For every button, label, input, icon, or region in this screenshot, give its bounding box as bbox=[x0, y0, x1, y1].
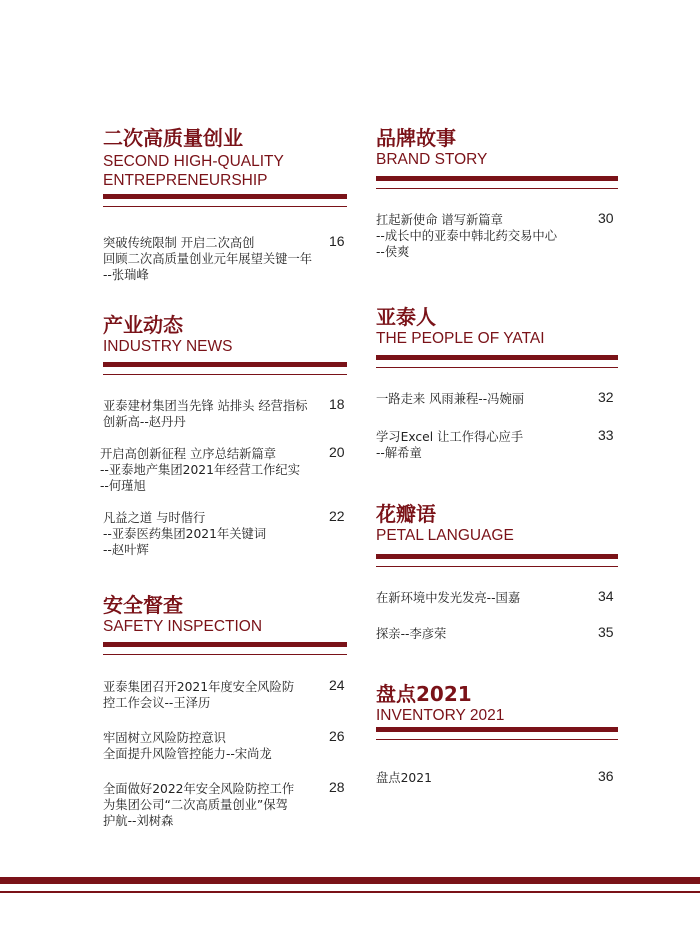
section-divider bbox=[103, 642, 347, 647]
footer-divider bbox=[0, 877, 700, 884]
section-entrepreneurship bbox=[103, 126, 347, 286]
section-divider-thin bbox=[376, 188, 618, 189]
section-subtitle: THE PEOPLE OF YATAI bbox=[376, 330, 545, 347]
entry-line: 创新高--赵丹丹 bbox=[103, 415, 186, 429]
toc-entry[interactable] bbox=[376, 212, 618, 260]
entry-line: 突破传统限制 开启二次高创 bbox=[103, 236, 255, 250]
section-divider-thin bbox=[376, 367, 618, 368]
page-number: 36 bbox=[598, 768, 614, 784]
section-brand bbox=[376, 126, 618, 276]
section-title: 亚泰人 bbox=[376, 305, 436, 329]
entry-line: --赵叶辉 bbox=[103, 543, 149, 557]
section-title: 品牌故事 bbox=[376, 126, 456, 150]
toc-entry[interactable] bbox=[376, 626, 618, 642]
entry-line: --侯爽 bbox=[376, 245, 410, 259]
section-divider bbox=[376, 727, 618, 732]
toc-entry[interactable] bbox=[103, 398, 347, 430]
page-number: 34 bbox=[598, 588, 614, 604]
page-number: 16 bbox=[329, 233, 345, 249]
page-number: 30 bbox=[598, 210, 614, 226]
section-divider bbox=[376, 355, 618, 360]
section-subtitle: SECOND HIGH-QUALITY bbox=[103, 153, 284, 170]
page-number: 20 bbox=[329, 444, 345, 460]
section-people bbox=[376, 305, 618, 475]
entry-line: 为集团公司“二次高质量创业”保驾 bbox=[103, 798, 288, 812]
entry-line: --解希童 bbox=[376, 446, 422, 460]
entry-line: 学习Excel 让工作得心应手 bbox=[376, 430, 524, 444]
section-divider bbox=[103, 362, 347, 367]
entry-line: 牢固树立风险防控意识 bbox=[103, 731, 226, 745]
entry-line: --亚泰地产集团2021年经营工作纪实 bbox=[100, 463, 301, 477]
entry-line: 扛起新使命 谱写新篇章 bbox=[376, 213, 503, 227]
section-subtitle: PETAL LANGUAGE bbox=[376, 527, 514, 544]
entry-line: 全面做好2022年安全风险防控工作 bbox=[103, 782, 295, 796]
section-subtitle-line2: ENTREPRENEURSHIP bbox=[103, 172, 268, 189]
page-number: 26 bbox=[329, 728, 345, 744]
section-subtitle: SAFETY INSPECTION bbox=[103, 618, 263, 635]
section-subtitle: INVENTORY 2021 bbox=[376, 707, 505, 724]
entry-line: 在新环境中发光发亮--国嘉 bbox=[376, 591, 521, 605]
page-number: 28 bbox=[329, 779, 345, 795]
footer-divider-thin bbox=[0, 891, 700, 893]
section-divider bbox=[103, 194, 347, 199]
entry-line: 全面提升风险管控能力--宋尚龙 bbox=[103, 747, 272, 761]
section-divider bbox=[376, 176, 618, 181]
entry-line: --成长中的亚泰中韩北药交易中心 bbox=[376, 229, 558, 243]
section-subtitle: BRAND STORY bbox=[376, 151, 488, 168]
section-title: 盘点2021 bbox=[376, 682, 472, 706]
entry-line: --何瑾旭 bbox=[100, 479, 146, 493]
entry-line: 凡益之道 与时偕行 bbox=[103, 511, 206, 525]
section-title: 花瓣语 bbox=[376, 502, 436, 526]
entry-line: 亚泰集团召开2021年度安全风险防 bbox=[103, 680, 295, 694]
toc-entry[interactable] bbox=[103, 679, 347, 711]
toc-entry[interactable] bbox=[103, 781, 347, 829]
section-divider-thin bbox=[376, 566, 618, 567]
section-title: 安全督查 bbox=[103, 593, 183, 617]
page-number: 35 bbox=[598, 624, 614, 640]
page-number: 22 bbox=[329, 508, 345, 524]
entry-line: 开启高创新征程 立序总结新篇章 bbox=[100, 447, 277, 461]
section-petal bbox=[376, 502, 618, 652]
page-number: 32 bbox=[598, 389, 614, 405]
section-divider-thin bbox=[103, 374, 347, 375]
section-divider-thin bbox=[103, 654, 347, 655]
toc-entry[interactable] bbox=[100, 446, 344, 494]
entry-line: 探亲--李彦荣 bbox=[376, 627, 447, 641]
section-divider-thin bbox=[103, 206, 347, 207]
section-divider bbox=[376, 554, 618, 559]
toc-entry[interactable] bbox=[103, 730, 347, 762]
toc-entry[interactable] bbox=[103, 510, 347, 558]
page-number: 24 bbox=[329, 677, 345, 693]
toc-entry[interactable] bbox=[376, 391, 618, 407]
toc-entry[interactable] bbox=[376, 770, 618, 786]
toc-entry[interactable] bbox=[103, 235, 347, 283]
section-safety bbox=[103, 593, 347, 833]
toc-entry[interactable] bbox=[376, 590, 618, 606]
entry-line: 盘点2021 bbox=[376, 771, 432, 785]
toc-entry[interactable] bbox=[376, 429, 618, 461]
entry-line: 亚泰建材集团当先锋 站排头 经营指标 bbox=[103, 399, 308, 413]
entry-line: --亚泰医药集团2021年关键词 bbox=[103, 527, 267, 541]
entry-line: 护航--刘树森 bbox=[103, 814, 174, 828]
page-number: 33 bbox=[598, 427, 614, 443]
section-title: 产业动态 bbox=[103, 313, 183, 337]
entry-line: 控工作会议--王泽历 bbox=[103, 696, 211, 710]
section-inventory bbox=[376, 682, 618, 802]
section-industry bbox=[100, 313, 347, 563]
entry-line: 回顾二次高质量创业元年展望关键一年 bbox=[103, 252, 313, 266]
section-subtitle: INDUSTRY NEWS bbox=[103, 338, 233, 355]
entry-line: --张瑞峰 bbox=[103, 268, 149, 282]
page-number: 18 bbox=[329, 396, 345, 412]
section-title: 二次高质量创业 bbox=[103, 126, 243, 150]
section-divider-thin bbox=[376, 739, 618, 740]
entry-line: 一路走来 风雨兼程--冯婉丽 bbox=[376, 392, 525, 406]
